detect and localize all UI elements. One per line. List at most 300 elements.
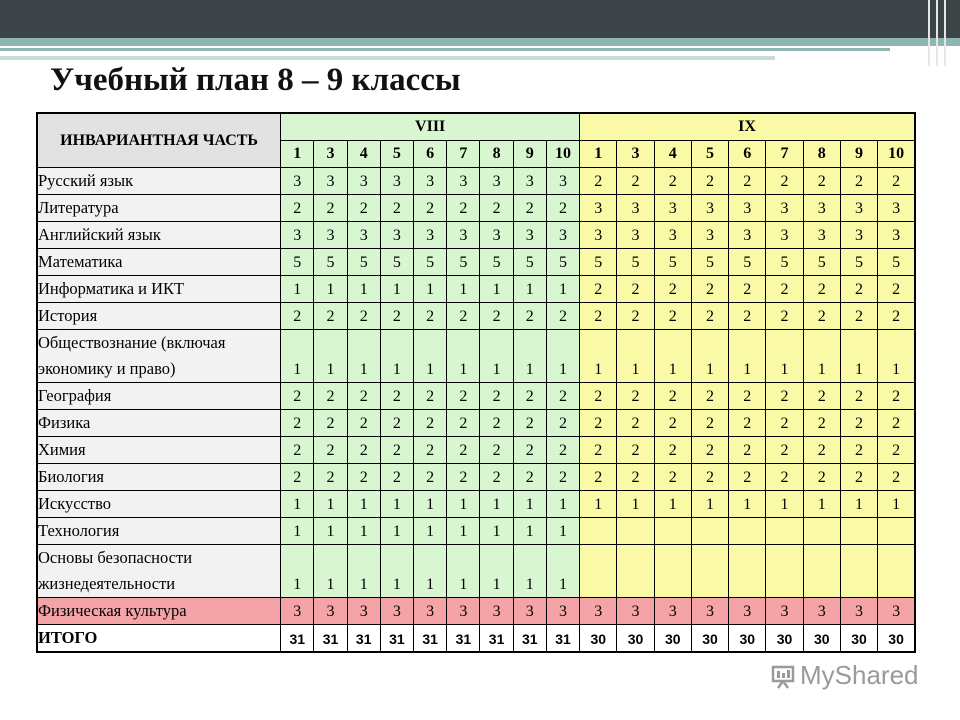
hours-cell-8: 1 — [447, 330, 480, 383]
hours-cell-9: 3 — [840, 222, 877, 249]
hours-cell-9: 1 — [691, 330, 728, 383]
hours-cell-9: 2 — [766, 168, 803, 195]
hours-cell-8: 1 — [513, 330, 546, 383]
hours-cell-9: 2 — [803, 168, 840, 195]
hours-cell-8: 1 — [414, 545, 447, 598]
hours-cell-9 — [617, 518, 654, 545]
class-header-9: 1 — [580, 141, 617, 168]
class-header-8: 1 — [281, 141, 314, 168]
hours-cell-8: 2 — [380, 464, 413, 491]
hours-cell-9: 2 — [654, 303, 691, 330]
hours-cell-9: 2 — [617, 410, 654, 437]
hours-cell-9 — [729, 545, 766, 598]
hours-cell-8: 2 — [347, 303, 380, 330]
hours-cell-9: 2 — [878, 410, 915, 437]
hours-cell-9: 2 — [691, 276, 728, 303]
hours-cell-9: 3 — [878, 222, 915, 249]
subject-name: История — [37, 303, 281, 330]
class-header-9: 9 — [840, 141, 877, 168]
hours-cell-9: 2 — [691, 410, 728, 437]
hours-cell-9: 3 — [840, 195, 877, 222]
hours-cell-8: 2 — [447, 410, 480, 437]
hours-cell-8: 1 — [314, 276, 347, 303]
hours-cell-9: 1 — [766, 491, 803, 518]
hours-cell-8: 3 — [546, 222, 579, 249]
hours-cell-8: 2 — [414, 437, 447, 464]
hours-cell-9: 2 — [878, 437, 915, 464]
hours-cell-9: 2 — [766, 410, 803, 437]
watermark-text: MyShared — [800, 660, 919, 690]
hours-cell-9: 2 — [840, 383, 877, 410]
hours-cell-8: 5 — [480, 249, 513, 276]
hours-cell-9 — [654, 545, 691, 598]
hours-cell-9: 2 — [803, 437, 840, 464]
hours-cell-9: 30 — [878, 625, 915, 653]
presentation-icon — [770, 663, 796, 689]
hours-cell-9 — [617, 545, 654, 598]
hours-cell-9: 1 — [803, 491, 840, 518]
hours-cell-8: 3 — [480, 168, 513, 195]
hours-cell-9: 30 — [691, 625, 728, 653]
hours-cell-8: 3 — [480, 598, 513, 625]
hours-cell-9: 1 — [803, 330, 840, 383]
hours-cell-8: 1 — [414, 491, 447, 518]
hours-cell-8: 1 — [414, 330, 447, 383]
hours-cell-8: 2 — [513, 383, 546, 410]
hours-cell-9: 3 — [654, 195, 691, 222]
hours-cell-8: 2 — [314, 410, 347, 437]
class-header-8: 5 — [380, 141, 413, 168]
hours-cell-8: 3 — [480, 222, 513, 249]
hours-cell-9: 5 — [580, 249, 617, 276]
hours-cell-9 — [840, 518, 877, 545]
table-row — [37, 518, 915, 545]
hours-cell-8: 2 — [380, 195, 413, 222]
hours-cell-8: 5 — [380, 249, 413, 276]
hours-cell-9: 2 — [580, 276, 617, 303]
curriculum-body — [37, 168, 915, 653]
hours-cell-8: 1 — [281, 491, 314, 518]
hours-cell-9: 3 — [729, 222, 766, 249]
subject-name: Литература — [37, 195, 281, 222]
hours-cell-8: 2 — [347, 410, 380, 437]
hours-cell-8: 1 — [513, 491, 546, 518]
hours-cell-9: 3 — [878, 598, 915, 625]
hours-cell-8: 2 — [447, 195, 480, 222]
hours-cell-9 — [803, 545, 840, 598]
hours-cell-8: 1 — [347, 518, 380, 545]
table-row — [37, 383, 915, 410]
grade-header-row — [37, 113, 915, 141]
hours-cell-9: 2 — [617, 168, 654, 195]
hours-cell-9: 3 — [617, 598, 654, 625]
hours-cell-8: 2 — [546, 410, 579, 437]
hours-cell-9: 5 — [691, 249, 728, 276]
class-header-9: 7 — [766, 141, 803, 168]
hours-cell-8: 3 — [380, 168, 413, 195]
hours-cell-9: 2 — [654, 437, 691, 464]
subject-name: Обществознание (включая экономику и право) — [37, 330, 281, 383]
hours-cell-8: 31 — [314, 625, 347, 653]
table-row — [37, 249, 915, 276]
hours-cell-8: 3 — [314, 222, 347, 249]
hours-cell-8: 2 — [414, 464, 447, 491]
hours-cell-9: 2 — [580, 464, 617, 491]
hours-cell-8: 31 — [447, 625, 480, 653]
hours-cell-8: 2 — [281, 464, 314, 491]
hours-cell-8: 3 — [513, 598, 546, 625]
hours-cell-9: 2 — [803, 276, 840, 303]
hours-cell-8: 1 — [281, 330, 314, 383]
hours-cell-8: 3 — [447, 168, 480, 195]
hours-cell-8: 2 — [281, 410, 314, 437]
hours-cell-8: 5 — [447, 249, 480, 276]
hours-cell-9: 3 — [766, 598, 803, 625]
hours-cell-8: 2 — [546, 303, 579, 330]
invariant-part-header: ИНВАРИАНТНАЯ ЧАСТЬ — [37, 113, 281, 168]
hours-cell-9: 30 — [580, 625, 617, 653]
hours-cell-9 — [691, 545, 728, 598]
hours-cell-8: 2 — [347, 195, 380, 222]
hours-cell-8: 31 — [546, 625, 579, 653]
hours-cell-9: 5 — [766, 249, 803, 276]
hours-cell-8: 1 — [447, 545, 480, 598]
subject-name: Информатика и ИКТ — [37, 276, 281, 303]
grade-9-header: IX — [580, 113, 915, 141]
hours-cell-8: 1 — [380, 491, 413, 518]
hours-cell-9 — [840, 545, 877, 598]
hours-cell-9: 2 — [766, 383, 803, 410]
hours-cell-8: 1 — [314, 330, 347, 383]
hours-cell-8: 2 — [513, 464, 546, 491]
hours-cell-8: 1 — [447, 491, 480, 518]
hours-cell-8: 1 — [447, 518, 480, 545]
hours-cell-9: 3 — [729, 598, 766, 625]
hours-cell-8: 1 — [480, 330, 513, 383]
hours-cell-9: 2 — [691, 303, 728, 330]
hours-cell-8: 2 — [347, 464, 380, 491]
hours-cell-8: 1 — [347, 545, 380, 598]
hours-cell-9: 1 — [654, 491, 691, 518]
hours-cell-9: 30 — [840, 625, 877, 653]
subject-name: Русский язык — [37, 168, 281, 195]
hours-cell-9: 2 — [840, 410, 877, 437]
hours-cell-9: 2 — [840, 303, 877, 330]
hours-cell-8: 1 — [314, 491, 347, 518]
table-row — [37, 303, 915, 330]
table-row — [37, 330, 915, 383]
hours-cell-9: 2 — [840, 276, 877, 303]
class-header-9: 4 — [654, 141, 691, 168]
hours-cell-9 — [803, 518, 840, 545]
hours-cell-9 — [691, 518, 728, 545]
hours-cell-8: 1 — [314, 545, 347, 598]
hours-cell-9: 2 — [580, 303, 617, 330]
slide-accent-line-light — [0, 56, 775, 60]
subject-name: Технология — [37, 518, 281, 545]
hours-cell-9: 2 — [878, 303, 915, 330]
hours-cell-9 — [729, 518, 766, 545]
hours-cell-8: 1 — [513, 518, 546, 545]
class-header-9: 3 — [617, 141, 654, 168]
hours-cell-8: 3 — [546, 598, 579, 625]
hours-cell-9: 30 — [803, 625, 840, 653]
hours-cell-8: 2 — [546, 437, 579, 464]
hours-cell-9: 3 — [617, 195, 654, 222]
hours-cell-9: 2 — [729, 464, 766, 491]
hours-cell-8: 3 — [513, 168, 546, 195]
hours-cell-9: 2 — [729, 276, 766, 303]
hours-cell-8: 3 — [347, 222, 380, 249]
hours-cell-9: 2 — [840, 437, 877, 464]
hours-cell-9: 2 — [617, 303, 654, 330]
hours-cell-9: 3 — [691, 222, 728, 249]
hours-cell-9: 1 — [580, 491, 617, 518]
hours-cell-9: 5 — [654, 249, 691, 276]
hours-cell-9: 1 — [729, 330, 766, 383]
hours-cell-9: 2 — [803, 383, 840, 410]
hours-cell-8: 31 — [380, 625, 413, 653]
hours-cell-9 — [654, 518, 691, 545]
hours-cell-8: 3 — [281, 598, 314, 625]
slide-accent-bar — [0, 38, 960, 46]
slide-accent-line — [0, 48, 890, 51]
hours-cell-8: 2 — [513, 303, 546, 330]
hours-cell-8: 1 — [414, 276, 447, 303]
subject-name: ИТОГО — [37, 625, 281, 653]
hours-cell-9: 2 — [729, 303, 766, 330]
hours-cell-9: 1 — [878, 491, 915, 518]
hours-cell-8: 5 — [347, 249, 380, 276]
hours-cell-8: 3 — [281, 168, 314, 195]
hours-cell-9: 2 — [691, 383, 728, 410]
hours-cell-8: 2 — [347, 437, 380, 464]
hours-cell-8: 5 — [314, 249, 347, 276]
hours-cell-9: 3 — [691, 195, 728, 222]
hours-cell-9: 2 — [803, 410, 840, 437]
hours-cell-9: 2 — [878, 168, 915, 195]
hours-cell-9: 3 — [803, 598, 840, 625]
class-header-8: 6 — [414, 141, 447, 168]
hours-cell-8: 3 — [314, 168, 347, 195]
hours-cell-9: 3 — [691, 598, 728, 625]
subject-name: Химия — [37, 437, 281, 464]
table-row — [37, 598, 915, 625]
hours-cell-9: 2 — [729, 410, 766, 437]
hours-cell-9: 1 — [617, 491, 654, 518]
hours-cell-8: 1 — [546, 491, 579, 518]
hours-cell-9: 30 — [766, 625, 803, 653]
hours-cell-9: 3 — [580, 195, 617, 222]
hours-cell-9: 2 — [580, 383, 617, 410]
hours-cell-9: 2 — [840, 464, 877, 491]
hours-cell-8: 1 — [414, 518, 447, 545]
class-header-9: 5 — [691, 141, 728, 168]
hours-cell-8: 2 — [314, 437, 347, 464]
hours-cell-8: 2 — [546, 383, 579, 410]
hours-cell-8: 2 — [546, 195, 579, 222]
hours-cell-8: 3 — [347, 168, 380, 195]
hours-cell-9: 2 — [878, 464, 915, 491]
hours-cell-8: 2 — [414, 195, 447, 222]
subject-name: Основы безопасности жизнедеятельности — [37, 545, 281, 598]
class-header-8: 7 — [447, 141, 480, 168]
page-title: Учебный план 8 – 9 классы — [50, 62, 461, 98]
hours-cell-9: 1 — [878, 330, 915, 383]
subject-name: Искусство — [37, 491, 281, 518]
hours-cell-9 — [878, 518, 915, 545]
hours-cell-9: 2 — [729, 437, 766, 464]
hours-cell-9: 2 — [580, 437, 617, 464]
hours-cell-9: 2 — [654, 276, 691, 303]
hours-cell-9 — [766, 518, 803, 545]
hours-cell-8: 2 — [314, 195, 347, 222]
table-row — [37, 545, 915, 598]
hours-cell-9: 2 — [729, 168, 766, 195]
hours-cell-9: 2 — [691, 168, 728, 195]
hours-cell-8: 1 — [281, 545, 314, 598]
hours-cell-8: 1 — [546, 276, 579, 303]
hours-cell-8: 3 — [447, 222, 480, 249]
slide-corner-decoration — [928, 0, 960, 66]
hours-cell-8: 2 — [281, 195, 314, 222]
curriculum-table — [36, 112, 916, 653]
table-row — [37, 195, 915, 222]
hours-cell-9: 2 — [803, 303, 840, 330]
hours-cell-8: 2 — [281, 383, 314, 410]
hours-cell-8: 5 — [281, 249, 314, 276]
hours-cell-8: 2 — [380, 410, 413, 437]
hours-cell-8: 2 — [513, 410, 546, 437]
class-header-9: 10 — [878, 141, 915, 168]
hours-cell-8: 31 — [347, 625, 380, 653]
hours-cell-9: 3 — [803, 222, 840, 249]
hours-cell-9: 30 — [729, 625, 766, 653]
hours-cell-8: 2 — [447, 437, 480, 464]
hours-cell-8: 1 — [546, 545, 579, 598]
hours-cell-8: 1 — [380, 276, 413, 303]
grade-8-header: VIII — [281, 113, 580, 141]
hours-cell-8: 1 — [380, 330, 413, 383]
hours-cell-8: 2 — [480, 464, 513, 491]
hours-cell-9: 3 — [617, 222, 654, 249]
hours-cell-8: 2 — [447, 303, 480, 330]
hours-cell-8: 2 — [513, 437, 546, 464]
hours-cell-8: 3 — [347, 598, 380, 625]
hours-cell-9: 3 — [766, 222, 803, 249]
hours-cell-8: 2 — [480, 303, 513, 330]
hours-cell-8: 1 — [513, 276, 546, 303]
hours-cell-8: 2 — [513, 195, 546, 222]
hours-cell-9: 2 — [766, 276, 803, 303]
subject-name: Физика — [37, 410, 281, 437]
hours-cell-9: 2 — [617, 383, 654, 410]
hours-cell-8: 31 — [480, 625, 513, 653]
hours-cell-9: 3 — [580, 222, 617, 249]
hours-cell-8: 1 — [480, 518, 513, 545]
hours-cell-9: 2 — [654, 168, 691, 195]
hours-cell-9: 1 — [654, 330, 691, 383]
table-row — [37, 491, 915, 518]
hours-cell-8: 3 — [513, 222, 546, 249]
hours-cell-9: 1 — [840, 330, 877, 383]
hours-cell-8: 2 — [480, 383, 513, 410]
hours-cell-8: 1 — [546, 518, 579, 545]
table-row — [37, 222, 915, 249]
hours-cell-8: 3 — [546, 168, 579, 195]
hours-cell-8: 1 — [347, 491, 380, 518]
subject-name: Биология — [37, 464, 281, 491]
hours-cell-8: 1 — [480, 545, 513, 598]
hours-cell-9: 30 — [654, 625, 691, 653]
hours-cell-8: 2 — [281, 303, 314, 330]
hours-cell-8: 2 — [380, 303, 413, 330]
hours-cell-8: 3 — [414, 598, 447, 625]
hours-cell-9: 5 — [729, 249, 766, 276]
hours-cell-8: 1 — [314, 518, 347, 545]
hours-cell-8: 1 — [281, 518, 314, 545]
class-header-8: 9 — [513, 141, 546, 168]
hours-cell-8: 2 — [447, 464, 480, 491]
hours-cell-9: 2 — [654, 410, 691, 437]
hours-cell-8: 2 — [414, 383, 447, 410]
hours-cell-9: 3 — [766, 195, 803, 222]
class-header-9: 6 — [729, 141, 766, 168]
hours-cell-9: 2 — [617, 276, 654, 303]
hours-cell-8: 3 — [414, 168, 447, 195]
subject-name: Английский язык — [37, 222, 281, 249]
hours-cell-9: 2 — [840, 168, 877, 195]
hours-cell-9: 2 — [766, 437, 803, 464]
hours-cell-9: 1 — [766, 330, 803, 383]
hours-cell-8: 5 — [546, 249, 579, 276]
hours-cell-9: 3 — [654, 222, 691, 249]
hours-cell-9: 1 — [617, 330, 654, 383]
hours-cell-8: 2 — [480, 410, 513, 437]
hours-cell-9: 3 — [878, 195, 915, 222]
hours-cell-9: 2 — [580, 410, 617, 437]
hours-cell-9: 3 — [803, 195, 840, 222]
hours-cell-8: 2 — [347, 383, 380, 410]
hours-cell-9: 2 — [766, 464, 803, 491]
class-header-8: 10 — [546, 141, 579, 168]
hours-cell-8: 2 — [281, 437, 314, 464]
hours-cell-8: 2 — [314, 464, 347, 491]
hours-cell-9: 2 — [691, 464, 728, 491]
hours-cell-9: 2 — [878, 383, 915, 410]
hours-cell-9: 5 — [617, 249, 654, 276]
hours-cell-8: 1 — [546, 330, 579, 383]
hours-cell-8: 1 — [281, 276, 314, 303]
table-row — [37, 410, 915, 437]
hours-cell-8: 3 — [447, 598, 480, 625]
hours-cell-9: 2 — [617, 464, 654, 491]
subject-name: География — [37, 383, 281, 410]
table-row — [37, 276, 915, 303]
hours-cell-8: 2 — [480, 437, 513, 464]
table-row — [37, 464, 915, 491]
hours-cell-8: 2 — [414, 303, 447, 330]
hours-cell-8: 3 — [414, 222, 447, 249]
total-row — [37, 625, 915, 653]
subject-name: Физическая культура — [37, 598, 281, 625]
hours-cell-8: 1 — [447, 276, 480, 303]
hours-cell-8: 3 — [281, 222, 314, 249]
hours-cell-9: 1 — [580, 330, 617, 383]
hours-cell-9 — [580, 545, 617, 598]
hours-cell-9: 2 — [617, 437, 654, 464]
hours-cell-9: 2 — [803, 464, 840, 491]
